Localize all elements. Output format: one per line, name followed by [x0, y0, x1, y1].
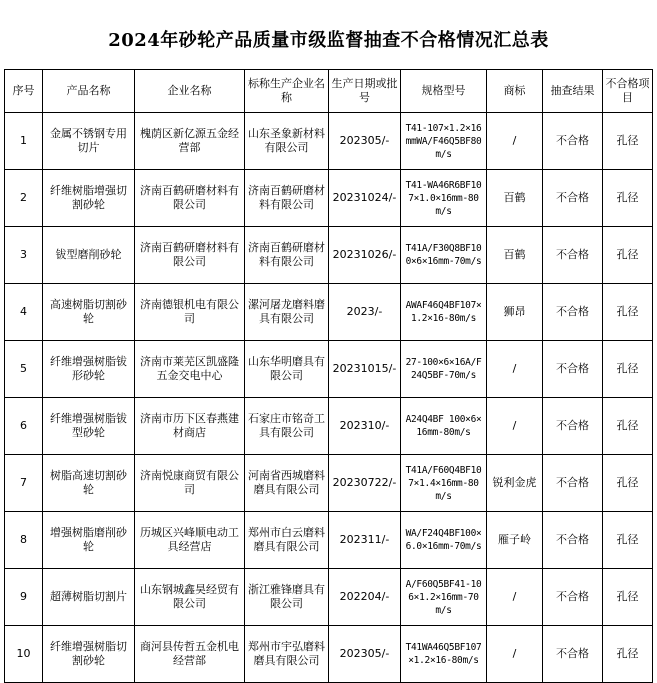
cell-manufacturer: 山东圣象新材料有限公司: [245, 113, 329, 170]
cell-spec: T41WA46Q5BF107×1.2×16-80m/s: [401, 626, 487, 683]
cell-manufacturer: 郑州市宇弘磨料磨具有限公司: [245, 626, 329, 683]
table-row: [5, 398, 653, 455]
cell-date: 20231026/-: [329, 227, 401, 284]
cell-result: 不合格: [543, 626, 603, 683]
cell-brand: 雁子岭: [487, 512, 543, 569]
cell-date: 20231015/-: [329, 341, 401, 398]
cell-index: 9: [5, 569, 43, 626]
cell-spec: T41-WA46R6BF107×1.0×16mm-80m/s: [401, 170, 487, 227]
cell-failed-item: 孔径: [603, 113, 653, 170]
cell-brand: 锐利金虎: [487, 455, 543, 512]
cell-product: 纤维增强树脂钹型砂轮: [43, 398, 135, 455]
cell-spec: T41A/F30Q8BF100×6×16mm-70m/s: [401, 227, 487, 284]
cell-product: 纤维增强树脂钹形砂轮: [43, 341, 135, 398]
cell-spec: 27-100×6×16A/F24Q5BF-70m/s: [401, 341, 487, 398]
cell-company: 济南市历下区春燕建材商店: [135, 398, 245, 455]
cell-failed-item: 孔径: [603, 569, 653, 626]
cell-failed-item: 孔径: [603, 512, 653, 569]
cell-spec: WA/F24Q4BF100×6.0×16mm-70m/s: [401, 512, 487, 569]
cell-manufacturer: 浙江雅锋磨具有限公司: [245, 569, 329, 626]
column-header-brand: 商标: [487, 70, 543, 113]
cell-index: 5: [5, 341, 43, 398]
cell-brand: 百鹤: [487, 170, 543, 227]
cell-result: 不合格: [543, 227, 603, 284]
column-header-product: 产品名称: [43, 70, 135, 113]
cell-brand: /: [487, 569, 543, 626]
cell-index: 1: [5, 113, 43, 170]
cell-spec: AWAF46Q4BF107×1.2×16-80m/s: [401, 284, 487, 341]
cell-result: 不合格: [543, 512, 603, 569]
cell-index: 3: [5, 227, 43, 284]
cell-result: 不合格: [543, 341, 603, 398]
page-title: 2024年砂轮产品质量市级监督抽查不合格情况汇总表: [108, 30, 549, 51]
table-row: [5, 455, 653, 512]
cell-failed-item: 孔径: [603, 626, 653, 683]
cell-company: 济南百鹤研磨材料有限公司: [135, 170, 245, 227]
cell-brand: /: [487, 113, 543, 170]
table-row: [5, 569, 653, 626]
cell-brand: 百鹤: [487, 227, 543, 284]
cell-manufacturer: 济南百鹤研磨材料有限公司: [245, 170, 329, 227]
cell-date: 202311/-: [329, 512, 401, 569]
table-header-row: [5, 70, 653, 113]
cell-result: 不合格: [543, 113, 603, 170]
column-header-index: 序号: [5, 70, 43, 113]
cell-company: 济南市莱芜区凯盛隆五金交电中心: [135, 341, 245, 398]
summary-table: [4, 69, 653, 683]
cell-spec: A24Q4BF 100×6×16mm-80m/s: [401, 398, 487, 455]
table-row: [5, 170, 653, 227]
cell-index: 10: [5, 626, 43, 683]
cell-company: 济南百鹤研磨材料有限公司: [135, 227, 245, 284]
table-row: [5, 512, 653, 569]
cell-index: 4: [5, 284, 43, 341]
cell-company: 济南德银机电有限公司: [135, 284, 245, 341]
table-row: [5, 626, 653, 683]
cell-brand: /: [487, 398, 543, 455]
cell-date: 20230722/-: [329, 455, 401, 512]
cell-company: 槐荫区新亿源五金经营部: [135, 113, 245, 170]
cell-spec: A/F60Q5BF41-106×1.2×16mm-70m/s: [401, 569, 487, 626]
cell-index: 8: [5, 512, 43, 569]
cell-failed-item: 孔径: [603, 170, 653, 227]
cell-product: 树脂高速切割砂轮: [43, 455, 135, 512]
cell-spec: T41A/F60Q4BF107×1.4×16mm-80m/s: [401, 455, 487, 512]
column-header-spec: 规格型号: [401, 70, 487, 113]
cell-manufacturer: 山东华明磨具有限公司: [245, 341, 329, 398]
cell-company: 历城区兴峰顺电动工具经营店: [135, 512, 245, 569]
column-header-result: 抽查结果: [543, 70, 603, 113]
cell-manufacturer: 石家庄市铭奇工具有限公司: [245, 398, 329, 455]
cell-company: 商河县传哲五金机电经营部: [135, 626, 245, 683]
cell-date: 202310/-: [329, 398, 401, 455]
column-header-company: 企业名称: [135, 70, 245, 113]
cell-company: 山东钢城鑫昊经贸有限公司: [135, 569, 245, 626]
cell-date: 202305/-: [329, 113, 401, 170]
cell-product: 高速树脂切割砂轮: [43, 284, 135, 341]
cell-product: 钹型磨削砂轮: [43, 227, 135, 284]
cell-date: 202305/-: [329, 626, 401, 683]
cell-manufacturer: 漯河屠龙磨料磨具有限公司: [245, 284, 329, 341]
cell-result: 不合格: [543, 398, 603, 455]
cell-manufacturer: 河南省西城磨料磨具有限公司: [245, 455, 329, 512]
cell-company: 济南悦康商贸有限公司: [135, 455, 245, 512]
cell-index: 2: [5, 170, 43, 227]
cell-brand: /: [487, 626, 543, 683]
cell-spec: T41-107×1.2×16mmWA/F46Q5BF80m/s: [401, 113, 487, 170]
cell-product: 金属不锈钢专用切片: [43, 113, 135, 170]
cell-product: 纤维树脂增强切割砂轮: [43, 170, 135, 227]
cell-product: 纤维增强树脂切割砂轮: [43, 626, 135, 683]
cell-result: 不合格: [543, 455, 603, 512]
cell-result: 不合格: [543, 284, 603, 341]
cell-product: 超薄树脂切割片: [43, 569, 135, 626]
cell-result: 不合格: [543, 170, 603, 227]
cell-date: 20231024/-: [329, 170, 401, 227]
cell-manufacturer: 济南百鹤研磨材料有限公司: [245, 227, 329, 284]
cell-failed-item: 孔径: [603, 284, 653, 341]
cell-index: 6: [5, 398, 43, 455]
table-row: [5, 341, 653, 398]
cell-manufacturer: 郑州市白云磨料磨具有限公司: [245, 512, 329, 569]
cell-failed-item: 孔径: [603, 341, 653, 398]
cell-index: 7: [5, 455, 43, 512]
table-row: [5, 284, 653, 341]
cell-brand: 狮昂: [487, 284, 543, 341]
cell-product: 增强树脂磨削砂轮: [43, 512, 135, 569]
cell-result: 不合格: [543, 569, 603, 626]
column-header-manufacturer: 标称生产企业名称: [245, 70, 329, 113]
cell-failed-item: 孔径: [603, 455, 653, 512]
cell-failed-item: 孔径: [603, 227, 653, 284]
table-row: [5, 113, 653, 170]
cell-date: 2023/-: [329, 284, 401, 341]
column-header-date: 生产日期或批号: [329, 70, 401, 113]
cell-brand: /: [487, 341, 543, 398]
cell-date: 202204/-: [329, 569, 401, 626]
cell-failed-item: 孔径: [603, 398, 653, 455]
table-row: [5, 227, 653, 284]
column-header-failed-item: 不合格项目: [603, 70, 653, 113]
